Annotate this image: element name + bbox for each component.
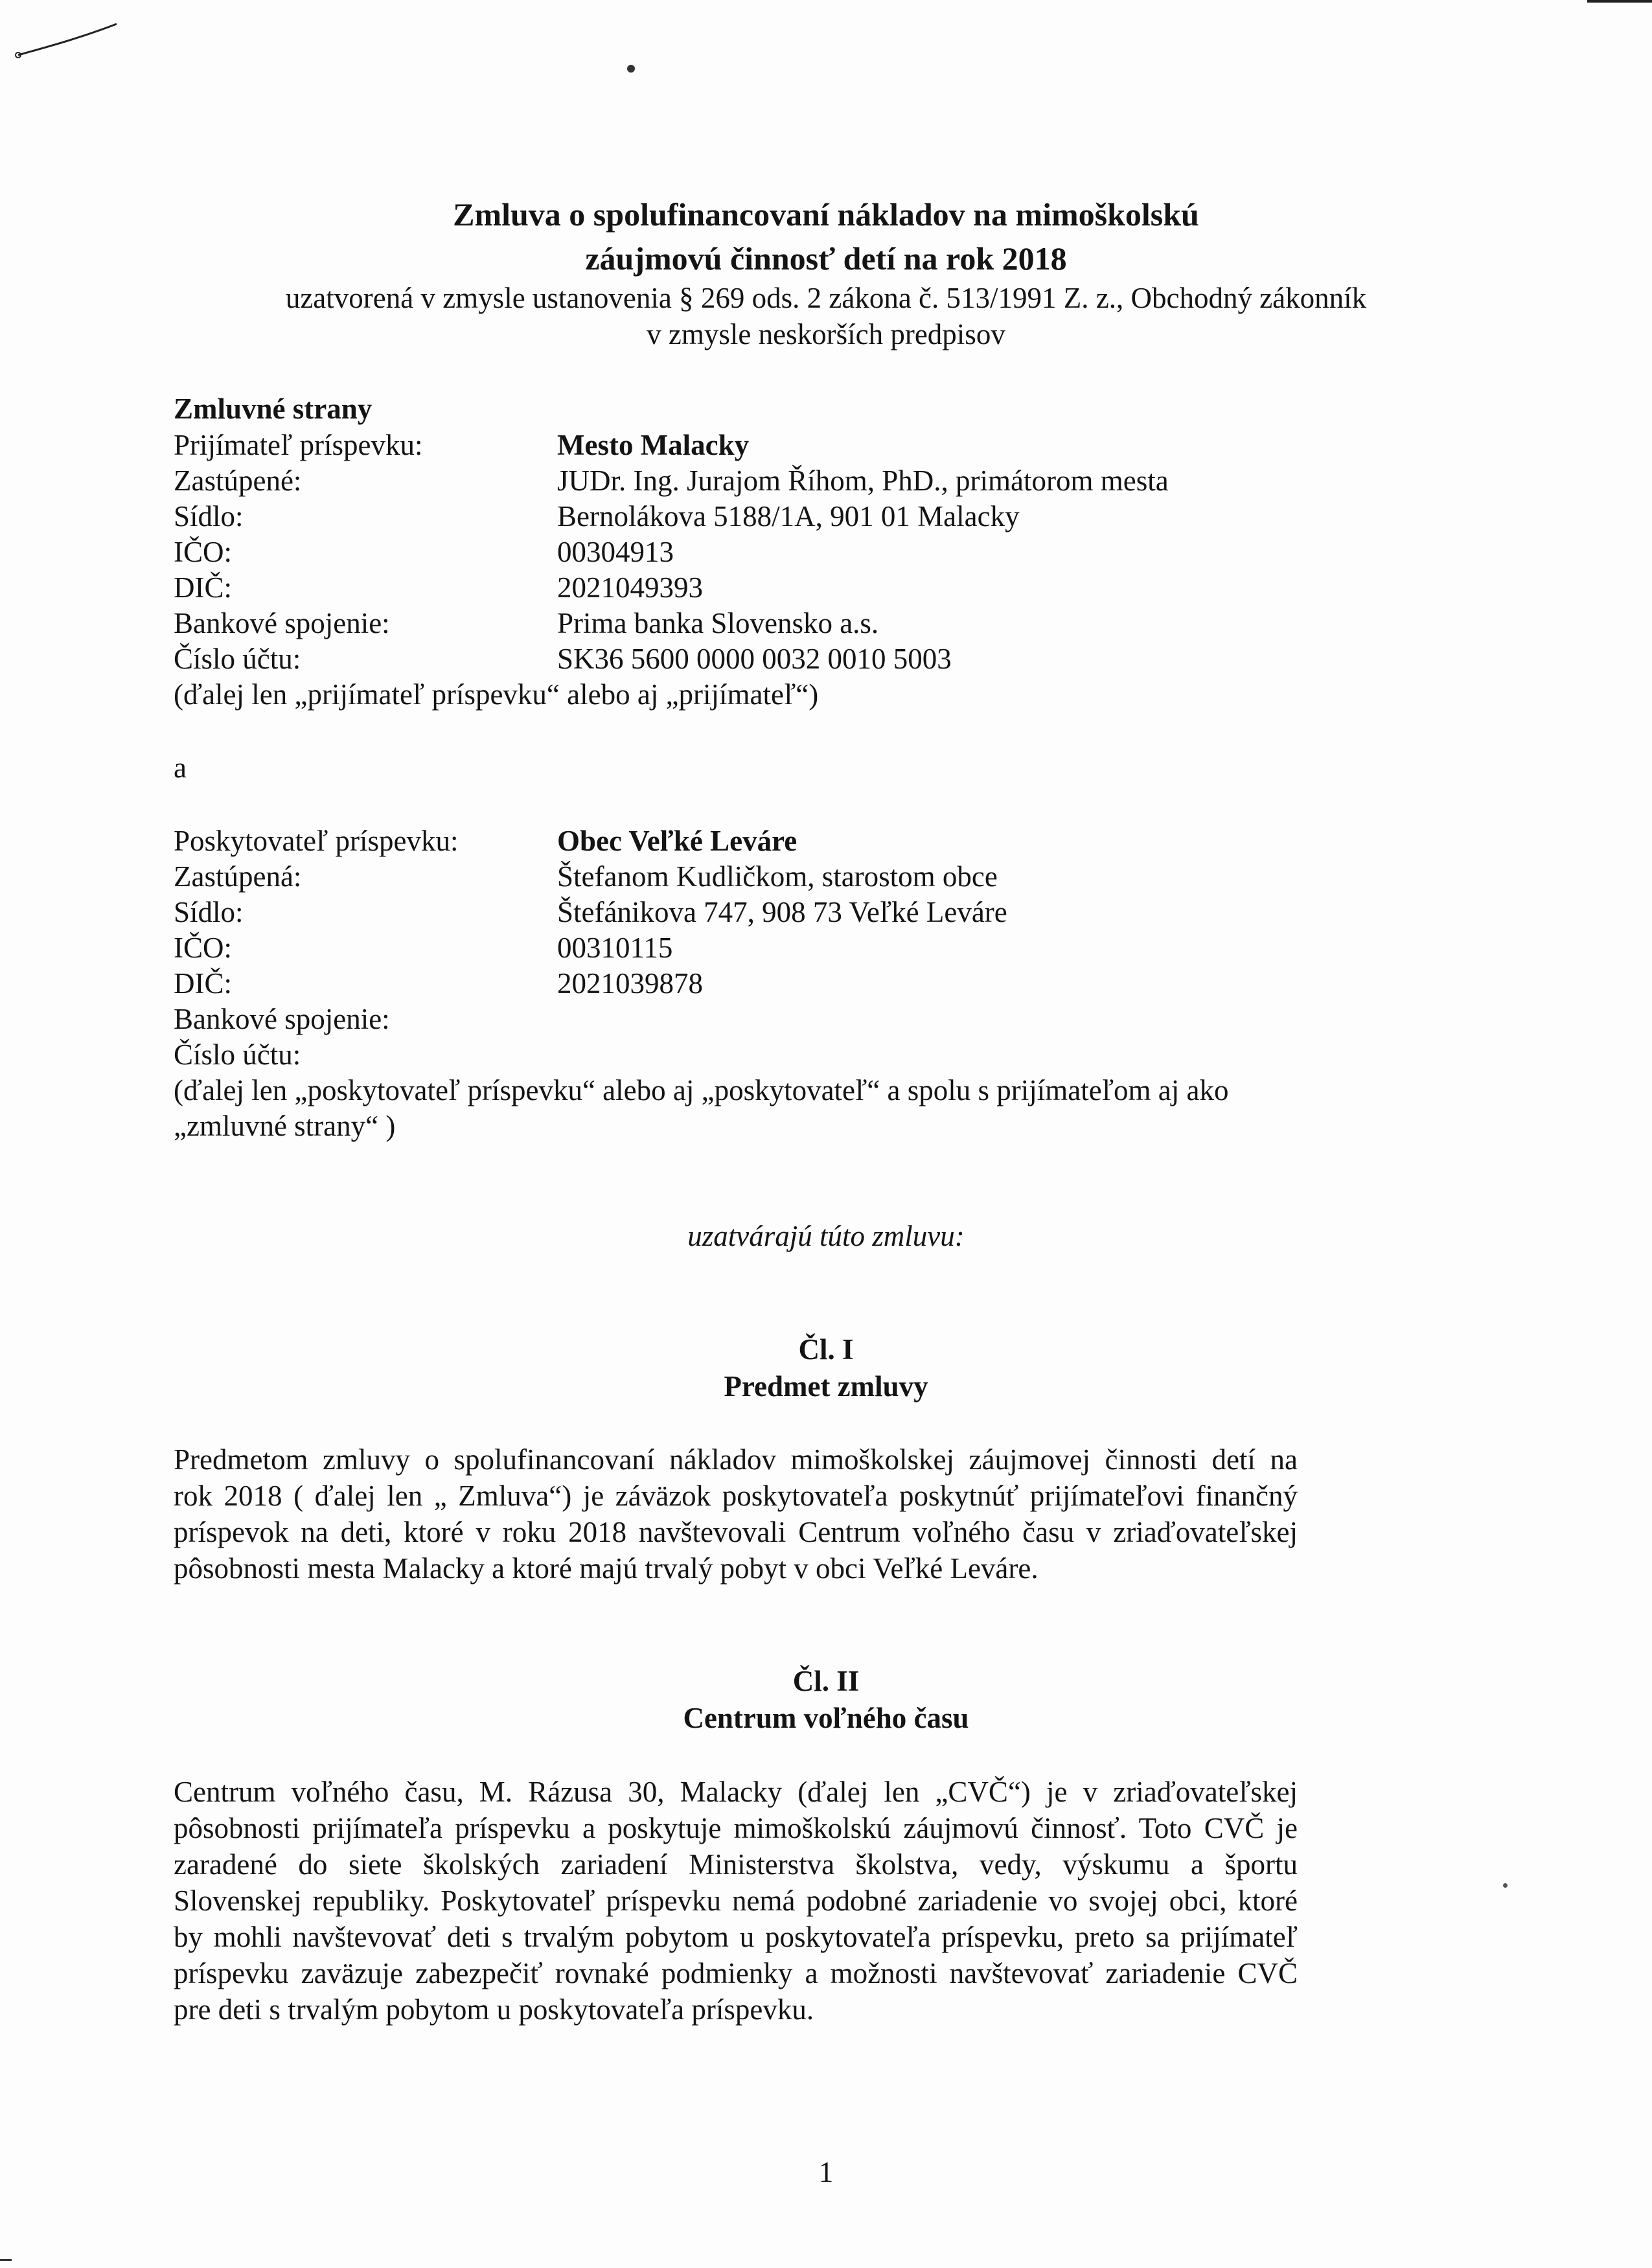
recipient-seat-label: Sídlo:	[174, 500, 244, 533]
provider-dic-label: DIČ:	[174, 967, 232, 1000]
and-word: a	[174, 751, 187, 784]
provider-ico-label: IČO:	[174, 932, 232, 964]
recipient-alias: (ďalej len „prijímateľ príspevku“ alebo aj „prijímateľ“)	[174, 678, 819, 711]
document-title-line2: záujmovú činnosť detí na rok 2018	[585, 240, 1067, 277]
provider-rep-label: Zastúpená:	[174, 860, 302, 893]
provider-role-label: Poskytovateľ príspevku:	[174, 825, 459, 857]
article2-line: pre deti s trvalým pobytom u poskytovateľa príspevku.	[174, 1993, 814, 2026]
provider-dic-value: 2021039878	[557, 967, 703, 1000]
article2-title: Centrum voľného času	[683, 1702, 969, 1734]
provider-alias-line2: „zmluvné strany“ )	[174, 1110, 396, 1142]
article1-paragraph	[174, 1441, 1298, 1586]
scan-edge-dash	[0, 2259, 12, 2261]
article2-number: Čl. II	[792, 1665, 860, 1697]
conclude-text: uzatvárajú túto zmluvu:	[687, 1220, 965, 1252]
article1-line: Predmetom zmluvy o spolufinancovaní nákladov mimoškolskej záujmovej činnosti detí na	[174, 1443, 1298, 1476]
article2-line: pôsobnosti prijímateľa príspevku a poskytuje mimoškolskú záujmovú činnosť. Toto CVČ je	[174, 1812, 1298, 1844]
recipient-role-label: Prijímateľ príspevku:	[174, 429, 423, 461]
recipient-rep-label: Zastúpené:	[174, 464, 302, 497]
article1-number: Čl. I	[798, 1333, 854, 1366]
scan-edge-line	[1587, 0, 1652, 3]
parties-heading: Zmluvné strany	[174, 393, 373, 425]
recipient-dic-value: 2021049393	[557, 571, 703, 604]
recipient-bank-label: Bankové spojenie:	[174, 607, 390, 639]
scan-dot	[1503, 1883, 1508, 1888]
provider-ico-value: 00310115	[557, 932, 673, 964]
article2-line: príspevku zaväzuje zabezpečiť rovnaké podmienky a možnosti navštevovať zariadenie CVČ	[174, 1957, 1298, 1989]
page-number: 1	[818, 2156, 834, 2188]
provider-alias-line1: (ďalej len „poskytovateľ príspevku“ alebo aj „poskytovateľ“ a spolu s prijímateľom aj ako	[174, 1074, 1229, 1106]
recipient-seat-value: Bernolákova 5188/1A, 901 01 Malacky	[557, 500, 1020, 533]
article2-line: Slovenskej republiky. Poskytovateľ príspevku nemá podobné zariadenie vo svojej obci, ktoré	[174, 1884, 1298, 1917]
document-subtitle-line1: uzatvorená v zmysle ustanovenia § 269 ods. 2 zákona č. 513/1991 Z. z., Obchodný zákonník	[285, 282, 1367, 314]
pen-stroke-mark	[13, 16, 123, 62]
recipient-name: Mesto Malacky	[557, 429, 750, 461]
article1-line: pôsobnosti mesta Malacky a ktoré majú trvalý pobyt v obci Veľké Leváre.	[174, 1552, 1038, 1585]
provider-seat-label: Sídlo:	[174, 896, 244, 928]
provider-rep-value: Štefanom Kudličkom, starostom obce	[557, 860, 998, 893]
recipient-ico-label: IČO:	[174, 536, 232, 568]
recipient-dic-label: DIČ:	[174, 571, 232, 604]
document-subtitle-line2: v zmysle neskorších predpisov	[647, 318, 1005, 350]
article2-line: by mohli navštevovať deti s trvalým pobytom u poskytovateľa príspevku, preto sa prijímateľ	[174, 1921, 1298, 1953]
provider-seat-value: Štefánikova 747, 908 73 Veľké Leváre	[557, 896, 1007, 928]
provider-name: Obec Veľké Leváre	[557, 825, 797, 857]
document-title-line1: Zmluva o spolufinancovaní nákladov na mimoškolskú	[453, 196, 1199, 233]
article1-title: Predmet zmluvy	[724, 1370, 928, 1403]
article2-line: zaradené do siete školských zariadení Ministerstva školstva, vedy, výskumu a športu	[174, 1848, 1298, 1881]
article1-line: príspevok na deti, ktoré v roku 2018 navštevovali Centrum voľného času v zriaďovateľskej	[174, 1516, 1298, 1548]
recipient-account-label: Číslo účtu:	[174, 643, 301, 675]
provider-account-label: Číslo účtu:	[174, 1038, 301, 1071]
article2-line: Centrum voľného času, M. Rázusa 30, Malacky (ďalej len „CVČ“) je v zriaďovateľskej	[174, 1776, 1298, 1808]
recipient-account-value: SK36 5600 0000 0032 0010 5003	[557, 643, 952, 675]
recipient-ico-value: 00304913	[557, 536, 674, 568]
scan-dot	[627, 65, 635, 73]
article2-paragraph	[174, 1774, 1298, 2028]
recipient-rep-value: JUDr. Ing. Jurajom Říhom, PhD., primátorom mesta	[557, 464, 1169, 497]
provider-bank-label: Bankové spojenie:	[174, 1003, 390, 1035]
article1-line: rok 2018 ( ďalej len „ Zmluva“) je záväzok poskytovateľa poskytnúť prijímateľovi finančný	[174, 1480, 1298, 1512]
recipient-bank-value: Prima banka Slovensko a.s.	[557, 607, 879, 639]
